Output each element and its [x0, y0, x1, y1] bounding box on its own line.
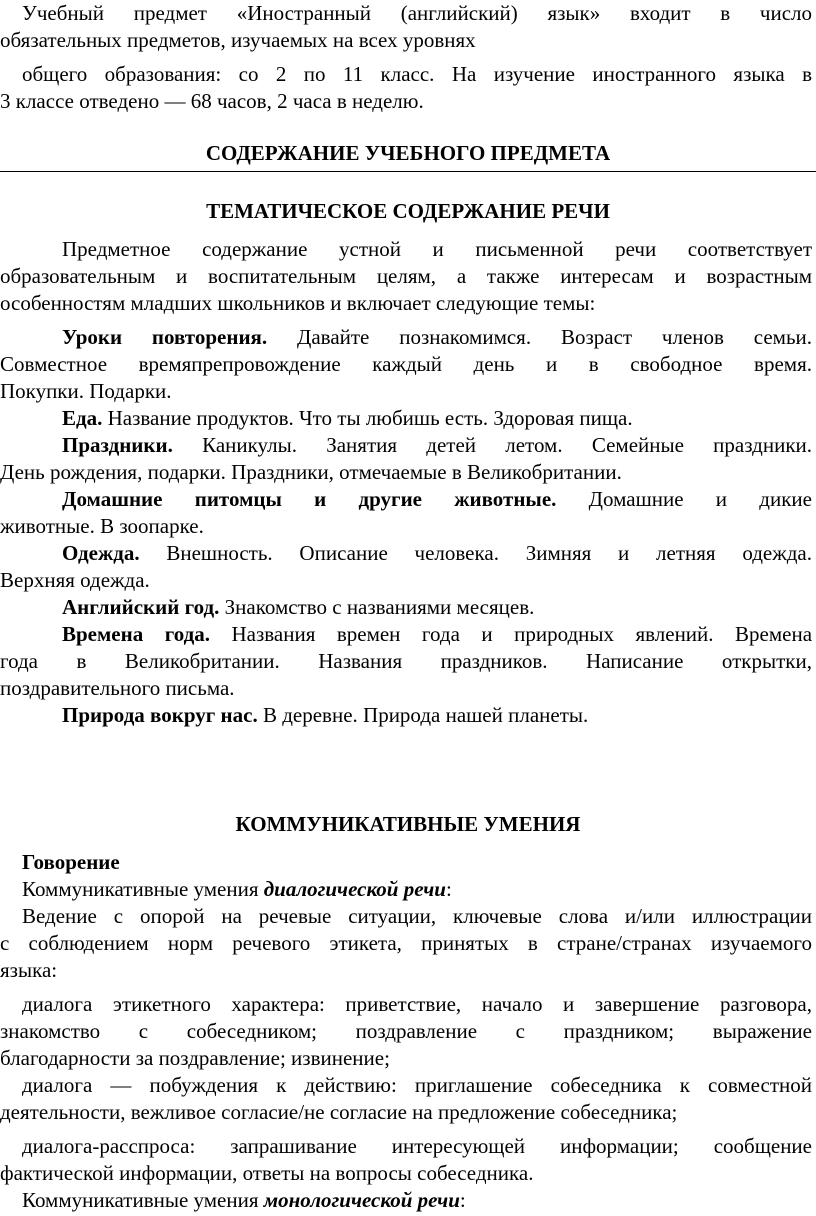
topic-title: Праздники.: [62, 433, 173, 457]
speaking-para-2-line-1: диалога этикетного характера: приветствие, начало и завершение разговора,: [22, 992, 812, 1016]
topic-title: Природа вокруг нас.: [62, 703, 258, 727]
topic-nature: [0, 702, 816, 729]
heading-communicative-skills: КОММУНИКАТИВНЫЕ УМЕНИЯ: [235, 812, 581, 836]
topic-text: Названия времен года и природных явлений. Времена: [231, 622, 813, 646]
speaking-para-2-line-2: знакомство с собеседником; поздравление с праздником; выражение: [0, 1019, 812, 1043]
heading-thematic-content: ТЕМАТИЧЕСКОЕ СОДЕРЖАНИЕ РЕЧИ: [206, 199, 610, 223]
topic-text: Название продуктов. Что ты любишь есть. Здоровая пища.: [107, 406, 633, 430]
topic-text: В деревне. Природа нашей планеты.: [262, 703, 589, 727]
topic-text: Знакомство с названиями месяцев.: [224, 595, 535, 619]
topic-text-line: Верхняя одежда.: [0, 568, 150, 592]
topic-food: [0, 405, 816, 432]
topic-clothes: [0, 540, 812, 567]
speaking-para-4-line-2: фактической информации, ответы на вопросы собеседника.: [0, 1161, 534, 1185]
topic-title: Домашние питомцы и другие животные.: [62, 487, 557, 511]
topic-text-line: года в Великобритании. Названия праздников. Написание открытки,: [0, 649, 812, 673]
topic-pets: [0, 486, 812, 513]
dialog-term: диалогической речи: [263, 877, 446, 901]
topic-text: Каникулы. Занятия детей летом. Семейные праздники.: [202, 433, 813, 457]
topic-text: Домашние и дикие: [588, 487, 812, 511]
intro-line-1: Учебный предмет «Иностранный (английский) язык» входит в число: [22, 1, 812, 25]
monologue-skills-line: [0, 1187, 816, 1214]
dialog-skills-line: [0, 876, 816, 903]
speaking-para-1-line-3: языка:: [0, 958, 58, 982]
intro-line-3: общего образования: со 2 по 11 класс. На изучение иностранного языка в: [22, 62, 812, 86]
heading-subject-content: СОДЕРЖАНИЕ УЧЕБНОГО ПРЕДМЕТА: [205, 141, 611, 165]
topic-text: Давайте познакомимся. Возраст членов семьи.: [297, 325, 813, 349]
topic-text-line: животные. В зоопарке.: [0, 514, 204, 538]
topic-repetition: [0, 324, 812, 351]
topic-title: Еда.: [62, 406, 103, 430]
monologue-term: монологической речи: [263, 1188, 460, 1212]
speaking-title-text: Говорение: [22, 850, 120, 874]
topic-holidays: [0, 432, 812, 459]
topic-title: Одежда.: [62, 541, 140, 565]
heading-underline: [0, 171, 816, 172]
topic-text-line: Покупки. Подарки.: [0, 379, 172, 403]
topic-english-year: [0, 594, 816, 621]
speaking-para-2-line-3: благодарности за поздравление; извинение;: [0, 1046, 390, 1070]
topic-text: Внешность. Описание человека. Зимняя и летняя одежда.: [166, 541, 812, 565]
topic-title: Уроки повторения.: [62, 325, 268, 349]
intro-line-4: 3 классе отведено — 68 часов, 2 часа в неделю.: [0, 89, 424, 113]
intro-line-2: обязательных предметов, изучаемых на всех уровнях: [0, 28, 476, 52]
dialog-prefix: Коммуникативные умения: [22, 877, 259, 901]
thematic-intro-line-1: Предметное содержание устной и письменной речи соответствует: [62, 237, 812, 261]
speaking-para-3-line-1: диалога — побуждения к действию: приглашение собеседника к совместной: [22, 1073, 812, 1097]
speaking-title: [0, 849, 816, 876]
thematic-intro-line-3: особенностям младших школьников и включает следующие темы:: [0, 291, 596, 315]
topic-title: Английский год.: [62, 595, 220, 619]
topic-text-line: День рождения, подарки. Праздники, отмечаемые в Великобритании.: [0, 460, 622, 484]
speaking-para-1-line-2: с соблюдением норм речевого этикета, принятых в стране/странах изучаемого: [0, 931, 812, 955]
speaking-para-1-line-1: Ведение с опорой на речевые ситуации, ключевые слова и/или иллюстрации: [22, 904, 812, 928]
colon: :: [459, 1188, 466, 1212]
thematic-intro-line-2: образовательным и воспитательным целям, а также интересам и возрастным: [0, 264, 812, 288]
colon: :: [445, 877, 452, 901]
monologue-prefix: Коммуникативные умения: [22, 1188, 259, 1212]
topic-seasons: [0, 621, 812, 648]
topic-text-line: Совместное времяпрепровождение каждый день и в свободное время.: [0, 352, 812, 376]
speaking-para-4-line-1: диалога-расспроса: запрашивание интересующей информации; сообщение: [22, 1134, 812, 1158]
topic-title: Времена года.: [62, 622, 210, 646]
speaking-para-3-line-2: деятельности, вежливое согласие/не согласие на предложение собеседника;: [0, 1100, 678, 1124]
topic-text-line: поздравительного письма.: [0, 676, 235, 700]
